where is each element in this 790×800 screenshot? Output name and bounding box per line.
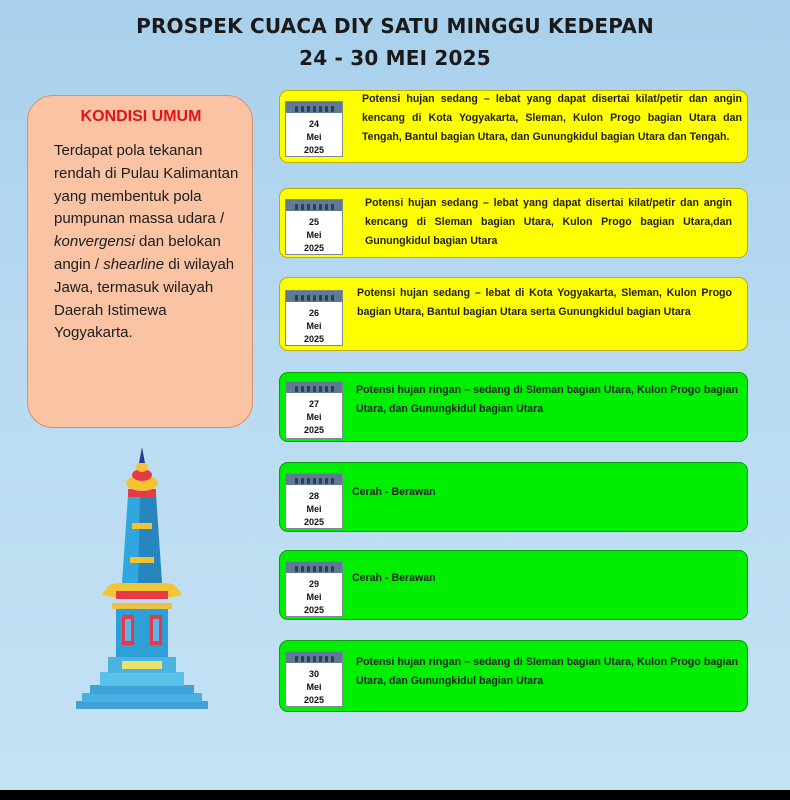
calendar-date	[286, 118, 342, 157]
kondisi-umum-panel	[27, 95, 253, 428]
calendar-month: Mei	[306, 230, 322, 240]
forecast-card-27	[279, 372, 748, 442]
kondisi-umum-text	[54, 140, 244, 345]
calendar-month: Mei	[306, 412, 322, 422]
forecast-description: Potensi hujan sedang – lebat yang dapat disertai kilat/petir dan angin kencang di Kota Yogyakarta, Sleman, Kulon Progo bagian Utara dan Tengah, Bantul bagian Utara, dan Gunungkidul bagian Utara dan Tengah.	[362, 93, 742, 143]
kondisi-text-part1: Terdapat pola tekanan rendah di Pulau Kalimantan yang membentuk pola pumpunan massa udara /	[54, 142, 239, 228]
kondisi-text-italic1: konvergensi	[54, 233, 135, 251]
forecast-card-29	[279, 550, 748, 620]
calendar-icon	[285, 101, 343, 157]
calendar-date	[286, 307, 342, 346]
calendar-month: Mei	[306, 504, 322, 514]
calendar-day: 24	[308, 119, 319, 129]
calendar-date	[286, 398, 342, 437]
calendar-year: 2025	[303, 605, 325, 615]
calendar-day: 28	[308, 491, 319, 501]
date-range: 24 - 30 MEI 2025	[299, 46, 491, 70]
calendar-month: Mei	[306, 682, 322, 692]
calendar-icon	[285, 651, 343, 707]
calendar-day: 26	[308, 308, 319, 318]
calendar-month: Mei	[306, 592, 322, 602]
calendar-rings	[288, 99, 340, 105]
forecast-card-30	[279, 640, 748, 712]
forecast-card-26	[279, 277, 748, 351]
calendar-year: 2025	[303, 334, 325, 344]
forecast-description: Potensi hujan sedang – lebat di Kota Yogyakarta, Sleman, Kulon Progo bagian Utara, Bantul bagian Utara serta Gunungkidul bagian Utara	[357, 287, 732, 318]
calendar-year: 2025	[303, 695, 325, 705]
calendar-icon	[285, 381, 343, 439]
calendar-icon	[285, 473, 343, 529]
calendar-icon	[285, 561, 343, 617]
calendar-year: 2025	[303, 517, 325, 527]
calendar-icon	[285, 199, 343, 255]
calendar-day: 25	[308, 217, 319, 227]
calendar-day: 30	[308, 669, 319, 679]
calendar-rings	[288, 559, 340, 565]
forecast-description: Cerah - Berawan	[352, 572, 436, 584]
forecast-description: Potensi hujan ringan – sedang di Sleman bagian Utara, Kulon Progo bagian Utara, dan Gunungkidul bagian Utara	[356, 384, 738, 415]
calendar-month: Mei	[306, 321, 322, 331]
kondisi-text-part2: dan belokan angin /	[54, 233, 221, 273]
calendar-year: 2025	[303, 145, 325, 155]
calendar-month: Mei	[306, 132, 322, 142]
kondisi-text-italic2: shearline	[103, 255, 165, 273]
calendar-rings	[288, 379, 340, 385]
kondisi-umum-title: KONDISI UMUM	[80, 108, 202, 125]
forecast-card-24	[279, 90, 748, 163]
calendar-rings	[288, 288, 340, 294]
calendar-date	[286, 490, 342, 529]
page-title: PROSPEK CUACA DIY SATU MINGGU KEDEPAN	[136, 14, 654, 38]
calendar-date	[286, 216, 342, 255]
calendar-year: 2025	[303, 243, 325, 253]
forecast-card-28	[279, 462, 748, 532]
calendar-rings	[288, 649, 340, 655]
calendar-rings	[288, 197, 340, 203]
calendar-date	[286, 668, 342, 707]
calendar-day: 27	[308, 399, 319, 409]
calendar-rings	[288, 471, 340, 477]
calendar-day: 29	[308, 579, 319, 589]
forecast-description: Cerah - Berawan	[352, 486, 436, 498]
forecast-description: Potensi hujan ringan – sedang di Sleman bagian Utara, Kulon Progo bagian Utara, dan Gunungkidul bagian Utara	[356, 656, 738, 687]
forecast-description: Potensi hujan sedang – lebat yang dapat disertai kilat/petir dan angin kencang di Sleman bagian Utara, Kulon Progo bagian Utara,dan Gunungkidul bagian Utara	[365, 197, 732, 247]
kondisi-text-part3: di wilayah Jawa, termasuk wilayah Daerah Istimewa Yogyakarta.	[54, 255, 235, 342]
calendar-icon	[285, 290, 343, 346]
calendar-date	[286, 578, 342, 617]
calendar-year: 2025	[303, 425, 325, 435]
tugu-yogyakarta-monument-icon	[72, 445, 212, 715]
forecast-card-25	[279, 188, 748, 258]
